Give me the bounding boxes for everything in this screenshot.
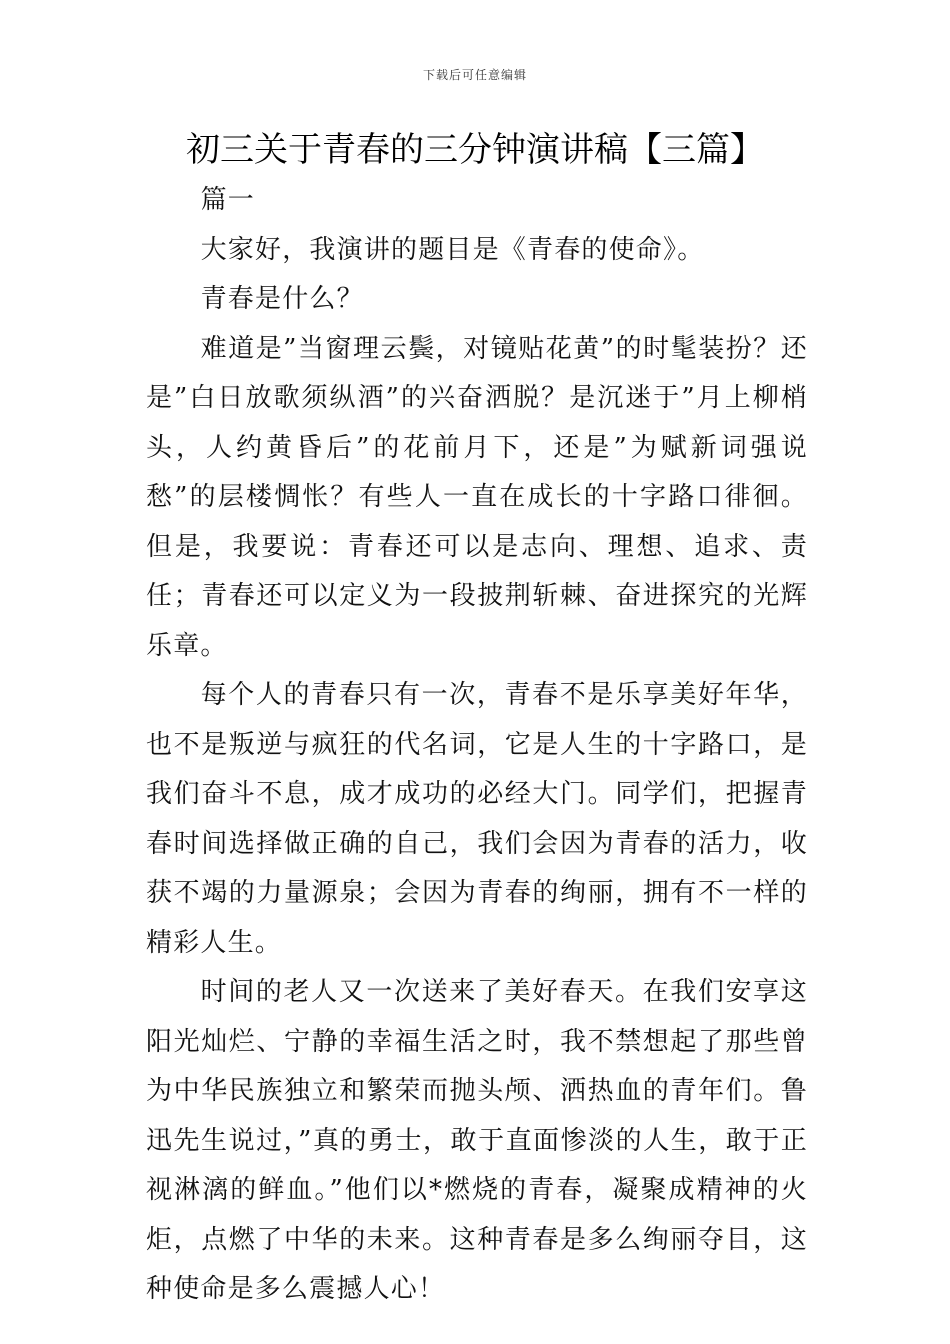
document-body bbox=[146, 176, 808, 1315]
paragraph: 难道是”当窗理云鬓，对镜贴花黄”的时髦装扮？还是”白日放歌须纵酒”的兴奋洒脱？是沉迷于”月上柳梢头，人约黄昏后”的花前月下，还是”为赋新词强说愁”的层楼惆怅？有些人一直在成长的十字路口徘徊。但是，我要说：青春还可以是志向、理想、追求、责任；青春还可以定义为一段披荆斩棘、奋进探究的光辉乐章。 bbox=[146, 333, 808, 661]
header-note: 下载后可任意编辑 bbox=[422, 68, 527, 82]
paragraph: 青春是什么？ bbox=[200, 284, 364, 314]
paragraph: 每个人的青春只有一次，青春不是乐享美好年华，也不是叛逆与疯狂的代名词，它是人生的十字路口，是我们奋斗不息，成才成功的必经大门。同学们，把握青春时间选择做正确的自己，我们会因为青春的活力，收获不竭的力量源泉；会因为青春的绚丽，拥有不一样的精彩人生。 bbox=[146, 680, 808, 958]
section-heading: 篇一 bbox=[200, 185, 255, 215]
paragraph: 大家好，我演讲的题目是《青春的使命》。 bbox=[200, 234, 705, 265]
document-title: 初三关于青春的三分钟演讲稿【三篇】 bbox=[186, 130, 764, 170]
paragraph: 时间的老人又一次送来了美好春天。在我们安享这阳光灿烂、宁静的幸福生活之时，我不禁想起了那些曾为中华民族独立和繁荣而抛头颅、洒热血的青年们。鲁迅先生说过，”真的勇士，敢于直面惨淡的人生，敢于正视淋漓的鲜血。”他们以*燃烧的青春，凝聚成精神的火炬，点燃了中华的未来。这种青春是多么绚丽夺目，这种使命是多么震撼人心！ bbox=[146, 977, 808, 1304]
